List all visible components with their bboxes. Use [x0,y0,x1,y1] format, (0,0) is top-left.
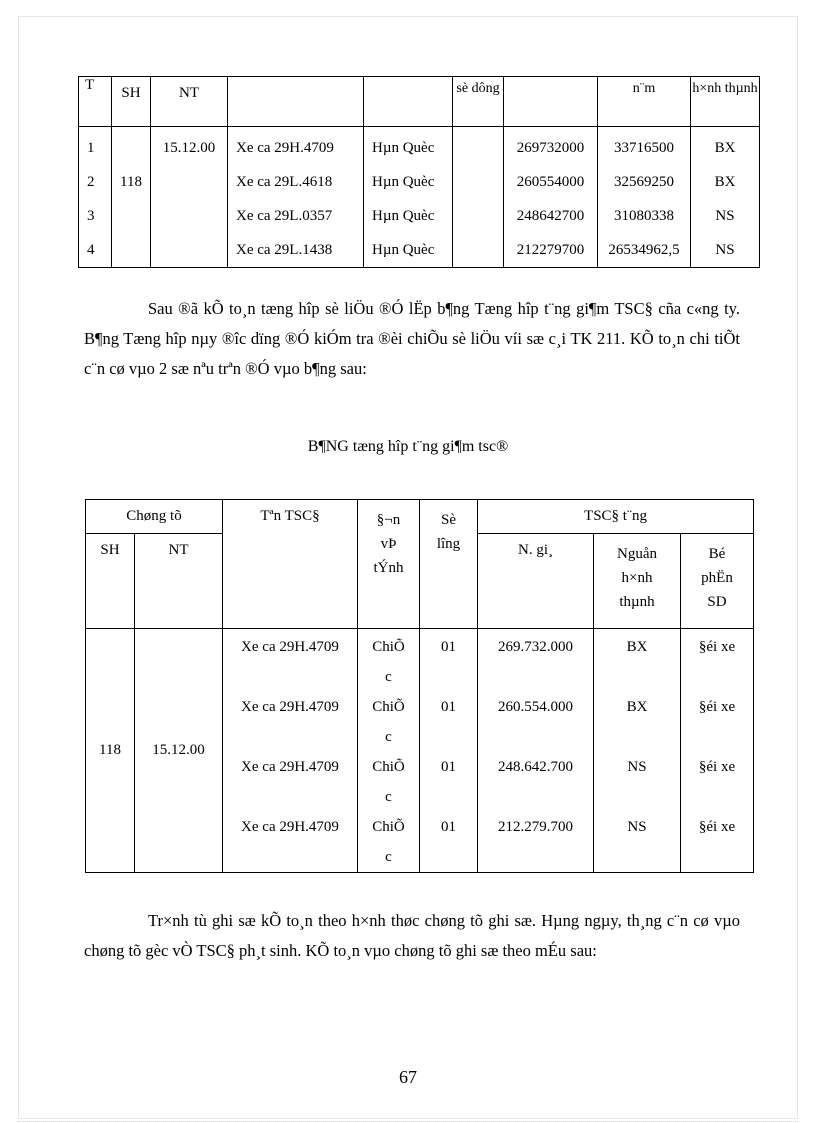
fixed-asset-detail-table [78,76,760,268]
table-cell: BX [626,639,648,655]
column-country [364,127,453,268]
header-cell-asset-increase: TSC§ t¨ng [478,500,754,534]
table-cell: Xe ca 29L.4618 [236,174,333,190]
table-cell: 1 [87,140,95,156]
table-cell: Xe ca 29H.4709 [236,140,334,156]
table-cell [151,199,227,233]
table-cell [112,131,150,165]
header-cell-year-used: sè dông [453,77,504,127]
spacer [594,722,680,752]
table-cell: 3 [87,208,95,224]
table-cell: 248.642.700 [498,759,573,775]
table-cell: 260554000 [516,174,585,190]
header-cell-nt: NT [151,77,228,127]
header-text: vÞ [380,536,397,552]
header-cell-department [681,534,754,629]
spacer [420,662,477,692]
table-cell: 248642700 [516,208,585,224]
table-cell: NS [627,759,647,775]
table-cell: ChiÕ [372,759,405,775]
table-cell: Xe ca 29L.0357 [236,208,333,224]
spacer [681,662,753,692]
table-cell: ChiÕ [372,819,405,835]
header-text: §¬n [376,512,401,528]
table-cell: 118 [120,174,142,190]
table-body-row [79,127,760,268]
page-number: 67 [399,1067,417,1087]
header-cell-sh: SH [112,77,151,127]
header-cell-asset-name: Tªn TSC§ [223,500,358,629]
cell-sh: 118 [86,629,135,873]
page-bottom-rule [18,1121,798,1122]
table-cell: Hµn Quèc [372,208,435,224]
table-cell: 33716500 [614,140,674,156]
spacer [420,782,477,812]
table-cell: 01 [441,639,456,655]
column-sh [112,127,151,268]
header-cell-unit [358,500,420,629]
table-cell [151,233,227,267]
table-cell: 260.554.000 [498,699,573,715]
table-cell: 32569250 [614,174,674,190]
cell-nt: 15.12.00 [135,629,223,873]
table-cell: Xe ca 29H.4709 [241,819,339,835]
header-cell-t: T [79,77,112,127]
spacer [478,662,593,692]
table-caption: B¶NG tæng hîp t¨ng gi¶m tsc® [307,438,509,455]
column-source [594,629,681,873]
paragraph-procedure: Tr×nh tù ghi sæ kÕ to¸n theo h×nh thøc chøng tõ ghi sæ. Hµng ngµy, th¸ng c¨n cø vµo chøng tõ gèc vÒ TSC§ ph¸t sinh. KÕ to¸n vµo chøng tõ ghi sæ theo mÉu sau: [84,911,740,960]
table-cell: 269732000 [516,140,585,156]
spacer [223,782,357,812]
table-header-row [79,77,760,127]
header-cell-name [228,77,364,127]
table-cell: 01 [441,699,456,715]
header-cell-sh: SH [86,534,135,629]
header-cell-voucher: Chøng tõ [86,500,223,534]
column-annual-depreciation [598,127,691,268]
table-cell: BX [626,699,648,715]
table-cell: Xe ca 29H.4709 [241,639,339,655]
table-cell: c [385,729,392,745]
header-text: phËn [701,570,733,586]
header-text: thµnh [619,594,655,610]
column-stt [79,127,112,268]
header-text: lîng [436,536,461,552]
column-nt [151,127,228,268]
table-cell: 31080338 [614,208,674,224]
table-cell: NS [627,819,647,835]
header-text: h×nh [621,570,653,586]
spacer [223,722,357,752]
table-cell: Hµn Quèc [372,140,435,156]
table-cell: 212279700 [516,242,585,258]
table-cell [453,199,503,233]
table-cell: §éi xe [698,639,736,655]
table-cell: 26534962,5 [608,242,680,258]
column-cost [504,127,598,268]
spacer [594,662,680,692]
paragraph-summary: Sau ®ã kÕ to¸n tæng hîp sè liÖu ®Ó lËp b¶ng Tæng hîp t¨ng gi¶m TSC§ cña c«ng ty. B¶ng Tæng hîp nµy ®îc dïng ®Ó kiÓm tra ®èi chiÕu sè liÖu víi sæ c¸i TK 211. KÕ to¸n chi tiÕt c¨n cø vµo 2 sæ nªu trªn ®Ó vµo b¶ng sau: [84,299,740,378]
spacer [478,722,593,752]
table-cell: 269.732.000 [498,639,573,655]
table-cell: c [385,789,392,805]
spacer [681,782,753,812]
header-text: Bé [708,546,726,562]
table-cell: Xe ca 29H.4709 [241,699,339,715]
table-cell: NS [715,242,735,258]
table-cell [151,165,227,199]
spacer [681,722,753,752]
table-cell: Xe ca 29H.4709 [241,759,339,775]
table-body-row [86,629,754,873]
table-cell: 4 [87,242,95,258]
header-cell-quantity [420,500,478,629]
spacer [594,782,680,812]
table-cell: ChiÕ [372,699,405,715]
header-text: Nguån [617,546,657,562]
header-cell-country [364,77,453,127]
column-unit [358,629,420,873]
spacer [478,782,593,812]
table-cell: c [385,669,392,685]
spacer [420,722,477,752]
table-cell: Hµn Quèc [372,174,435,190]
column-quantity [420,629,478,873]
asset-increase-summary-table [85,499,754,873]
column-source [691,127,760,268]
header-cell-annual-depreciation: n¨m [598,77,691,127]
table-cell: ChiÕ [372,639,405,655]
header-cell-source: h×nh thµnh [691,77,760,127]
header-cell-cost: N. gi¸ [478,534,594,629]
table-header-row [86,500,754,534]
table-cell: Hµn Quèc [372,242,435,258]
table-cell: 15.12.00 [162,140,216,156]
table-cell: NS [715,208,735,224]
spacer [223,662,357,692]
table-cell: 212.279.700 [498,819,573,835]
column-year-used [453,127,504,268]
table-cell: BX [714,140,736,156]
table-cell [453,233,503,267]
column-asset-name [223,629,358,873]
header-cell-source [594,534,681,629]
header-cell-cost [504,77,598,127]
table-cell [453,131,503,165]
header-text: Sè [441,512,456,528]
header-cell-nt: NT [135,534,223,629]
table-cell: §éi xe [698,819,736,835]
header-text: SD [707,594,727,610]
table-cell: c [385,849,392,865]
column-department [681,629,754,873]
table-cell: 01 [441,819,456,835]
header-text: tÝnh [373,560,404,576]
table-cell [112,233,150,267]
table-cell: BX [714,174,736,190]
table-cell: 2 [87,174,95,190]
table-cell: 01 [441,759,456,775]
table-cell [453,165,503,199]
table-cell: §éi xe [698,699,736,715]
table-cell: §éi xe [698,759,736,775]
table-cell: Xe ca 29L.1438 [236,242,333,258]
table-cell [112,199,150,233]
column-asset-name [228,127,364,268]
column-cost [478,629,594,873]
